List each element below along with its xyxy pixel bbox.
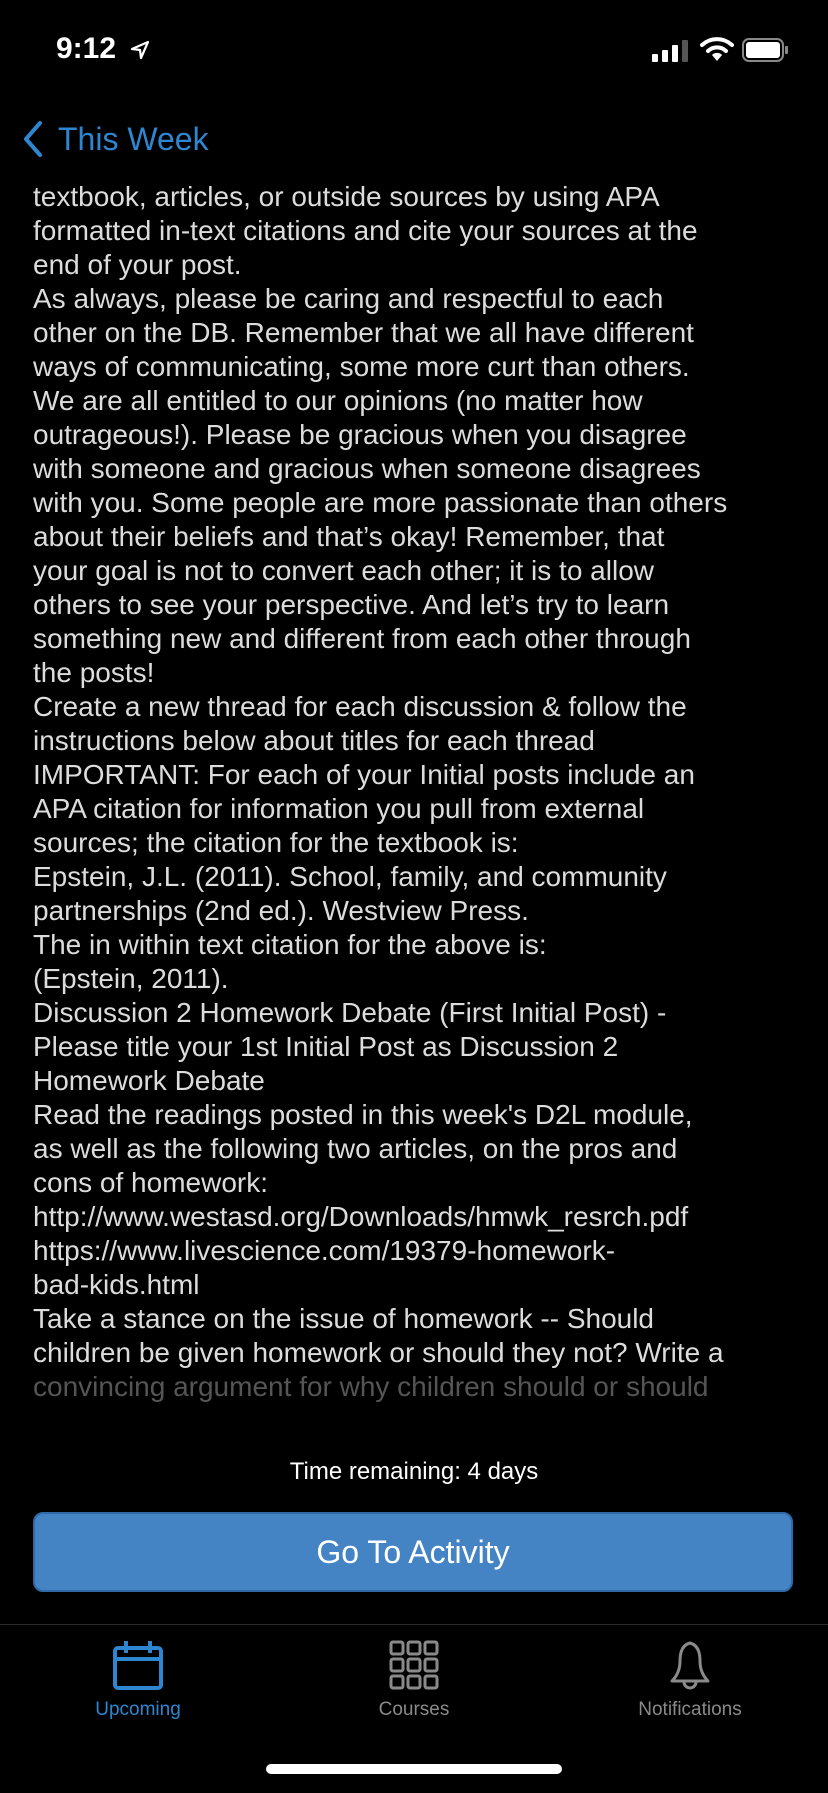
grid-cell bbox=[408, 1642, 420, 1654]
signal-icon bbox=[652, 40, 690, 62]
grid-cell bbox=[425, 1659, 437, 1671]
grid-icon bbox=[388, 1639, 440, 1691]
description-line: instructions below about titles for each thread bbox=[33, 725, 595, 756]
chevron-left-icon bbox=[22, 120, 44, 158]
back-button[interactable] bbox=[22, 120, 209, 158]
description-line: children be given homework or should they not? Write a bbox=[33, 1337, 724, 1368]
grid-cell bbox=[425, 1642, 437, 1654]
grid-cell bbox=[408, 1659, 420, 1671]
tab-label: Courses bbox=[378, 1699, 450, 1720]
description-line: about their beliefs and that’s okay! Remember, that bbox=[33, 521, 665, 552]
description-line: Epstein, J.L. (2011). School, family, and community bbox=[33, 861, 667, 892]
back-label: This Week bbox=[58, 120, 209, 157]
description-line: https://www.livescience.com/19379-homework- bbox=[33, 1235, 616, 1266]
grid-cell bbox=[391, 1642, 403, 1654]
description-line: textbook, articles, or outside sources by using APA bbox=[33, 181, 660, 212]
description-line: as well as the following two articles, on the pros and bbox=[33, 1133, 678, 1164]
description-line: Create a new thread for each discussion & follow the bbox=[33, 691, 687, 722]
description-line: (Epstein, 2011). bbox=[33, 963, 229, 994]
description-line: The in within text citation for the above is: bbox=[33, 929, 547, 960]
grid-cell bbox=[408, 1676, 420, 1688]
description-line: with someone and gracious when someone disagrees bbox=[33, 453, 701, 484]
description-line: Read the readings posted in this week's D2L module, bbox=[33, 1099, 693, 1130]
description-line: sources; the citation for the textbook is: bbox=[33, 827, 519, 858]
description-line: bad-kids.html bbox=[33, 1269, 200, 1300]
description-line: cons of homework: bbox=[33, 1167, 268, 1198]
description-line: APA citation for information you pull from external bbox=[33, 793, 645, 824]
description-line: convincing argument for why children should or should bbox=[33, 1371, 709, 1402]
description-line: end of your post. bbox=[33, 249, 242, 280]
description-line: other on the DB. Remember that we all have different bbox=[33, 317, 694, 348]
description-line: your goal is not to convert each other; it is to allow bbox=[33, 555, 654, 586]
description-line: partnerships (2nd ed.). Westview Press. bbox=[33, 895, 529, 926]
nav-bar bbox=[0, 100, 828, 176]
description-line: Homework Debate bbox=[33, 1065, 265, 1096]
description-line: IMPORTANT: For each of your Initial posts include an bbox=[33, 759, 695, 790]
description-line: http://www.westasd.org/Downloads/hmwk_resrch.pdf bbox=[33, 1201, 689, 1232]
description-line: As always, please be caring and respectful to each bbox=[33, 283, 664, 314]
description-line: others to see your perspective. And let’s try to learn bbox=[33, 589, 670, 620]
description-line: ways of communicating, some more curt than others. bbox=[33, 351, 690, 382]
description-line: Take a stance on the issue of homework -- Should bbox=[33, 1303, 655, 1334]
status-bar bbox=[0, 0, 828, 100]
status-time: 9:12 bbox=[56, 32, 117, 65]
tab-upcoming[interactable] bbox=[0, 1639, 276, 1721]
wifi-icon bbox=[700, 36, 734, 62]
tab-label: Upcoming bbox=[95, 1699, 181, 1720]
description-line: outrageous!). Please be gracious when you disagree bbox=[33, 419, 687, 450]
location-arrow-icon bbox=[130, 40, 150, 60]
description-line: We are all entitled to our opinions (no matter how bbox=[33, 385, 643, 416]
description-line: with you. Some people are more passionate than others bbox=[33, 487, 728, 518]
battery-icon bbox=[742, 38, 788, 62]
description-line: Discussion 2 Homework Debate (First Initial Post) - bbox=[33, 997, 667, 1028]
description-line: the posts! bbox=[33, 657, 155, 688]
tab-label: Notifications bbox=[638, 1699, 742, 1720]
grid-cell bbox=[391, 1676, 403, 1688]
grid-cell bbox=[425, 1676, 437, 1688]
description-line: Please title your 1st Initial Post as Discussion 2 bbox=[33, 1031, 619, 1062]
bell-icon bbox=[664, 1639, 716, 1691]
description-line: formatted in-text citations and cite your sources at the bbox=[33, 215, 698, 246]
go-to-activity-button[interactable]: Go To Activity bbox=[33, 1512, 793, 1592]
tab-notifications[interactable] bbox=[552, 1639, 828, 1721]
home-indicator[interactable] bbox=[266, 1764, 562, 1774]
calendar-icon bbox=[112, 1639, 164, 1691]
description-line: something new and different from each other through bbox=[33, 623, 691, 654]
activity-description bbox=[33, 180, 823, 1420]
grid-cell bbox=[391, 1659, 403, 1671]
tab-courses[interactable] bbox=[276, 1639, 552, 1721]
time-remaining: Time remaining: 4 days bbox=[289, 1458, 539, 1485]
